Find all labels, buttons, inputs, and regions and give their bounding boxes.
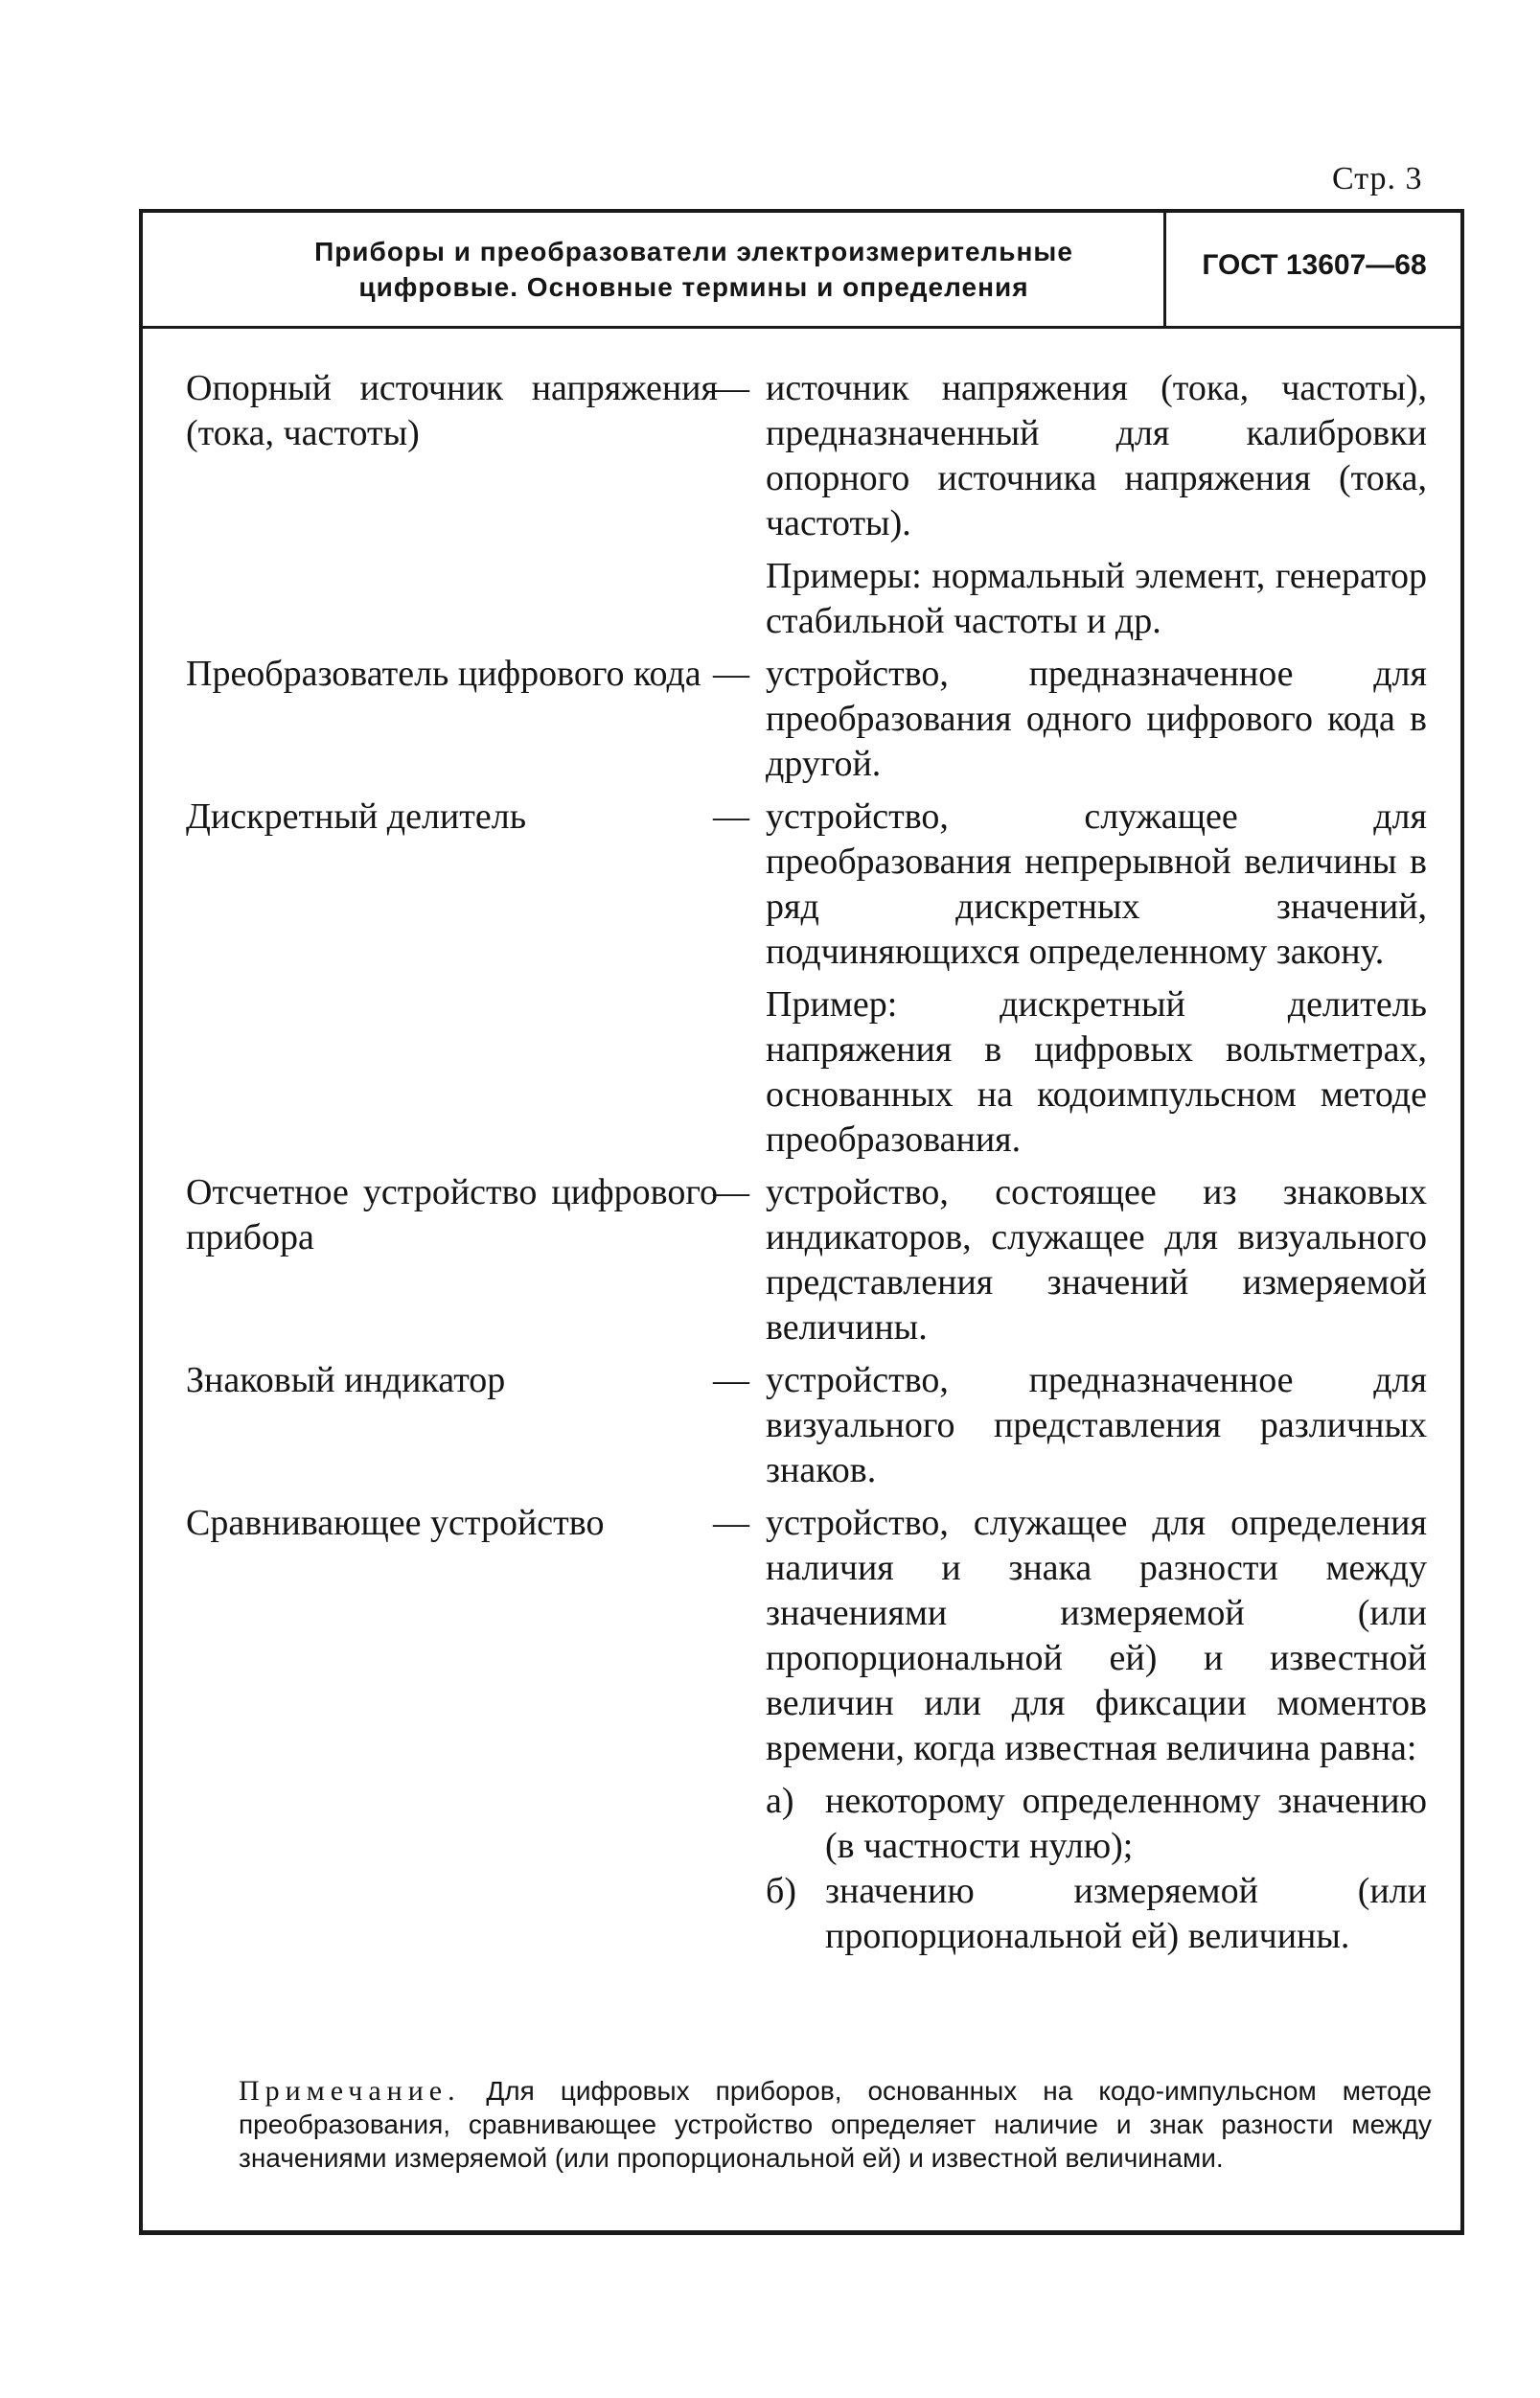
note-label: Примечание. — [239, 2075, 461, 2107]
definition-list-item — [766, 1779, 1427, 1869]
term-definition — [766, 1501, 1427, 1959]
term-dash: — — [713, 654, 749, 694]
definition-list-item — [766, 1869, 1427, 1959]
term-name: Преобразователь цифрового кода — [186, 654, 701, 694]
list-marker: б) — [766, 1871, 796, 1911]
term-entry — [143, 1170, 1460, 1350]
standard-header — [143, 213, 1460, 329]
term-name: Знаковый индикатор — [186, 1360, 506, 1400]
terms-list — [143, 366, 1460, 1959]
note-text: Для цифровых приборов, основанных на кодо-импульсном методе преобразования, сравнивающее устройство определяет наличие и знак разности между значениями измеряемой (или пропорциональной ей) и известной величинами. — [239, 2076, 1433, 2173]
term-entry — [143, 1501, 1460, 1959]
term-dash: — — [713, 1360, 749, 1400]
definition-text: устройство, предназначенное для преобразования одного цифрового кода в другой. — [766, 654, 1427, 784]
header-title-line-1: Приборы и преобразователи электроизмерительные — [314, 237, 1073, 266]
term-definition — [766, 795, 1427, 1163]
list-marker: а) — [766, 1781, 794, 1821]
term-definition — [766, 366, 1427, 644]
document-frame — [139, 209, 1464, 2235]
definition-text: устройство, предназначенное для визуального представления различных знаков. — [766, 1360, 1427, 1490]
list-text: некоторому определенному значению (в частности нулю); — [825, 1781, 1427, 1866]
note-paragraph — [239, 2074, 1432, 2175]
page-number: Стр. 3 — [1332, 161, 1423, 196]
term-dash: — — [713, 368, 749, 408]
definition-text: устройство, служащее для определения наличия и знака разности между значениями измеряемой (или пропорциональной ей) и известной величин или для фиксации моментов времени, когда известная величина равна: — [766, 1503, 1427, 1768]
term-definition — [766, 652, 1427, 787]
term-entry — [143, 1358, 1460, 1493]
term-entry — [143, 652, 1460, 787]
standard-code: ГОСТ 13607—68 — [1202, 249, 1427, 281]
definition-text: источник напряжения (тока, частоты), предназначенный для калибровки опорного источника напряжения (тока, частоты). — [766, 368, 1427, 543]
term-name: Отсчетное устройство цифрового прибора — [186, 1172, 718, 1257]
header-title — [172, 234, 1216, 305]
term-dash: — — [713, 1172, 749, 1212]
definition-example: Пример: дискретный делитель напряжения в цифровых вольтметрах, основанных на кодоимпульсном методе преобразования. — [766, 984, 1427, 1160]
definition-example: Примеры: нормальный элемент, генератор стабильной частоты и др. — [766, 556, 1427, 641]
header-divider — [1163, 213, 1166, 326]
term-name: Дискретный делитель — [186, 796, 527, 837]
list-text: значению измеряемой (или пропорциональной ей) величины. — [825, 1871, 1427, 1956]
term-definition — [766, 1170, 1427, 1350]
term-dash: — — [713, 796, 749, 837]
term-name: Сравнивающее устройство — [186, 1503, 605, 1543]
definition-text: устройство, служащее для преобразования непрерывной величины в ряд дискретных значений, подчиняющихся определенному закону. — [766, 796, 1427, 972]
term-entry — [143, 366, 1460, 644]
term-entry — [143, 795, 1460, 1163]
header-title-line-2: цифровые. Основные термины и определения — [358, 272, 1029, 302]
term-definition — [766, 1358, 1427, 1493]
term-dash: — — [713, 1503, 749, 1543]
definition-text: устройство, состоящее из знаковых индикаторов, служащее для визуального представления значений измеряемой величины. — [766, 1172, 1427, 1348]
term-name: Опорный источник напряжения (тока, частоты) — [186, 368, 718, 453]
